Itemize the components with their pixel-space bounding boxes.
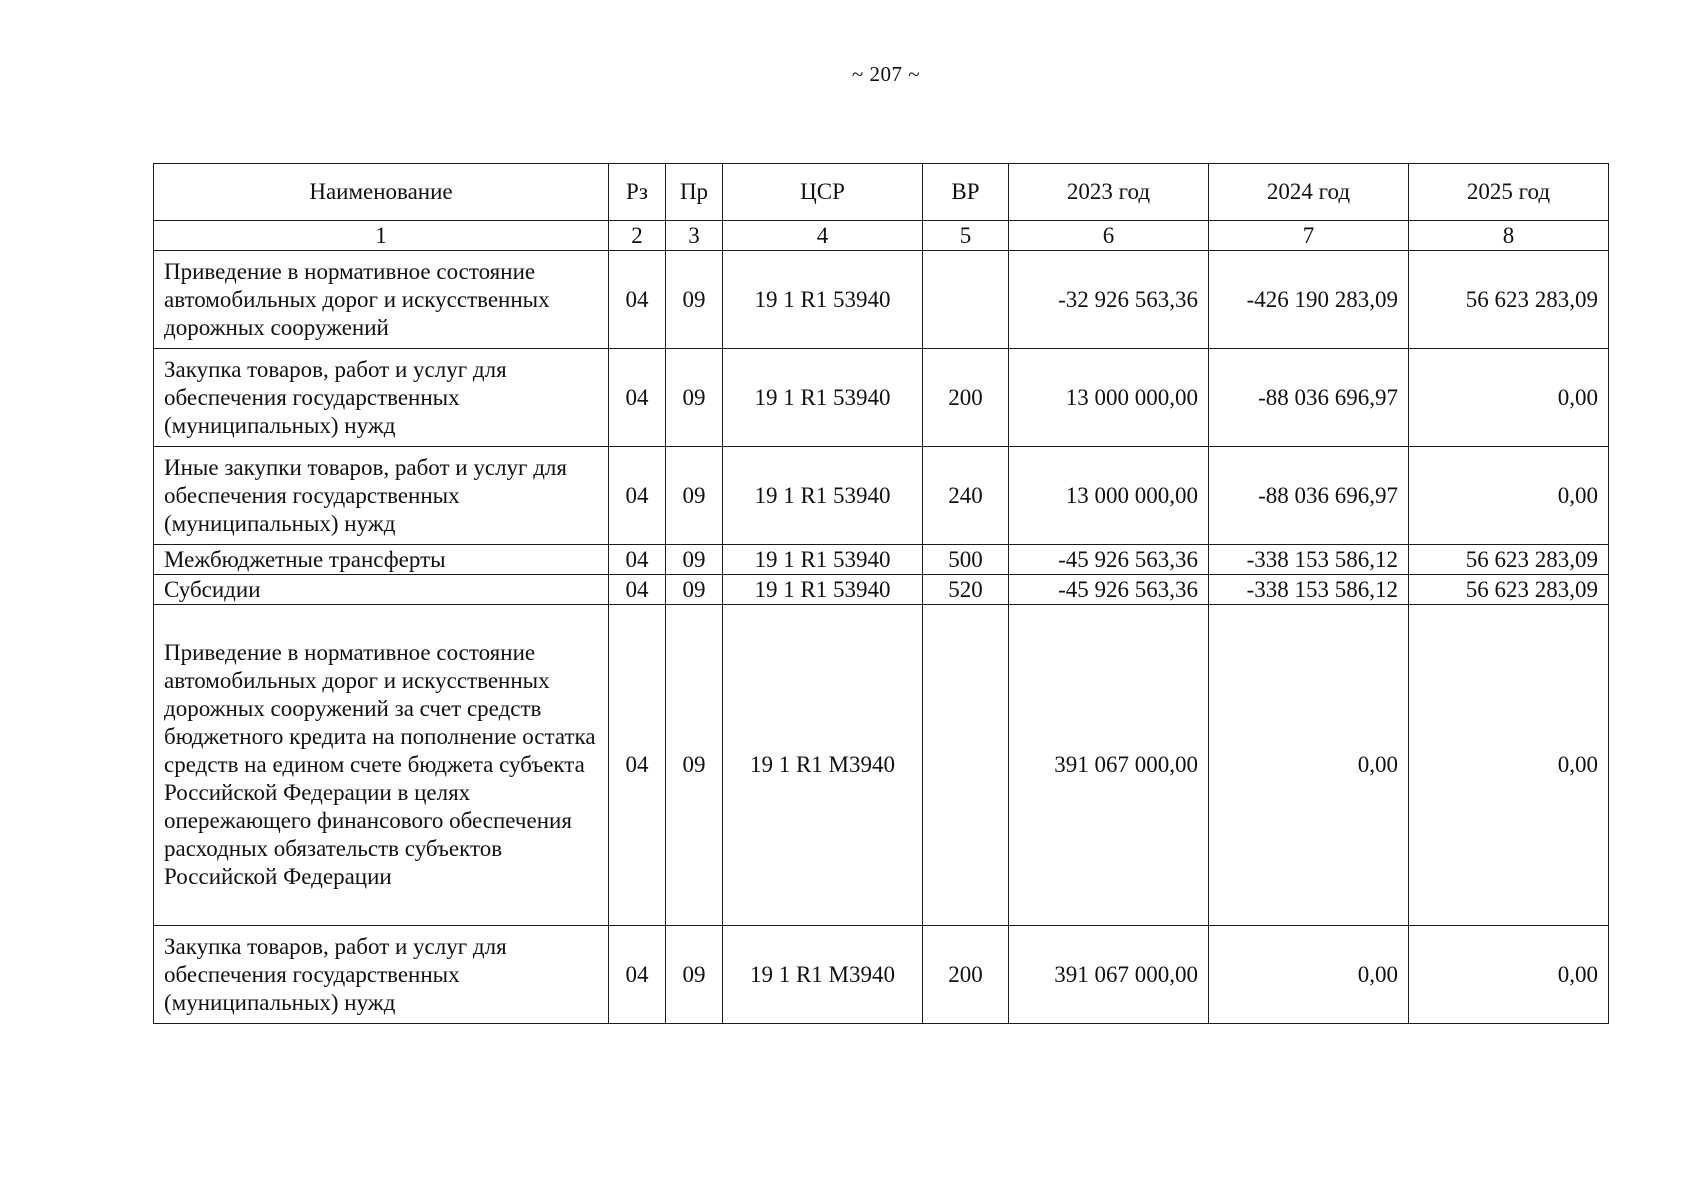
row-2025: 0,00 xyxy=(1409,926,1609,1024)
row-pr: 09 xyxy=(666,251,723,349)
row-2024: -88 036 696,97 xyxy=(1209,349,1409,447)
row-name: Закупка товаров, работ и услуг для обеспечения государственных (муниципальных) нужд xyxy=(154,926,609,1024)
row-name: Приведение в нормативное состояние автомобильных дорог и искусственных дорожных сооружений за счет средств бюджетного кредита на пополнение остатка средств на едином счете бюджета субъекта Российской Федерации в целях опережающего финансового обеспечения расходных обязательств субъектов Российской Федерации xyxy=(154,605,609,926)
table-row xyxy=(154,349,1609,447)
row-2023: -32 926 563,36 xyxy=(1009,251,1209,349)
table-row xyxy=(154,545,1609,575)
column-number: 4 xyxy=(723,221,923,251)
row-2024: 0,00 xyxy=(1209,605,1409,926)
header-pr: Пр xyxy=(666,164,723,221)
row-rz: 04 xyxy=(609,349,666,447)
row-pr: 09 xyxy=(666,349,723,447)
row-name: Закупка товаров, работ и услуг для обеспечения государственных (муниципальных) нужд xyxy=(154,349,609,447)
row-pr: 09 xyxy=(666,605,723,926)
row-vr: 200 xyxy=(923,349,1009,447)
header-row xyxy=(154,164,1609,221)
row-2025: 56 623 283,09 xyxy=(1409,545,1609,575)
row-pr: 09 xyxy=(666,545,723,575)
row-csr: 19 1 R1 M3940 xyxy=(723,926,923,1024)
row-2024: -88 036 696,97 xyxy=(1209,447,1409,545)
column-number: 8 xyxy=(1409,221,1609,251)
row-name: Субсидии xyxy=(154,575,609,605)
row-rz: 04 xyxy=(609,447,666,545)
row-rz: 04 xyxy=(609,545,666,575)
row-2023: 391 067 000,00 xyxy=(1009,605,1209,926)
column-number-row xyxy=(154,221,1609,251)
table-row xyxy=(154,251,1609,349)
row-rz: 04 xyxy=(609,251,666,349)
column-number: 1 xyxy=(154,221,609,251)
row-2025: 56 623 283,09 xyxy=(1409,575,1609,605)
row-2025: 0,00 xyxy=(1409,349,1609,447)
row-rz: 04 xyxy=(609,575,666,605)
row-2023: 13 000 000,00 xyxy=(1009,349,1209,447)
header-csr: ЦСР xyxy=(723,164,923,221)
header-vr: ВР xyxy=(923,164,1009,221)
row-vr: 520 xyxy=(923,575,1009,605)
row-2025: 0,00 xyxy=(1409,447,1609,545)
header-rz: Рз xyxy=(609,164,666,221)
row-csr: 19 1 R1 53940 xyxy=(723,349,923,447)
row-2025: 56 623 283,09 xyxy=(1409,251,1609,349)
row-2024: -338 153 586,12 xyxy=(1209,575,1409,605)
row-2023: -45 926 563,36 xyxy=(1009,545,1209,575)
row-2023: -45 926 563,36 xyxy=(1009,575,1209,605)
row-pr: 09 xyxy=(666,575,723,605)
row-vr: 200 xyxy=(923,926,1009,1024)
row-csr: 19 1 R1 53940 xyxy=(723,545,923,575)
row-name: Межбюджетные трансферты xyxy=(154,545,609,575)
row-2023: 391 067 000,00 xyxy=(1009,926,1209,1024)
header-name: Наименование xyxy=(154,164,609,221)
row-csr: 19 1 R1 M3940 xyxy=(723,605,923,926)
table-row xyxy=(154,605,1609,926)
header-2023: 2023 год xyxy=(1009,164,1209,221)
row-vr: 500 xyxy=(923,545,1009,575)
row-name: Приведение в нормативное состояние автомобильных дорог и искусственных дорожных сооружений xyxy=(154,251,609,349)
table-row xyxy=(154,926,1609,1024)
row-rz: 04 xyxy=(609,926,666,1024)
header-2024: 2024 год xyxy=(1209,164,1409,221)
row-csr: 19 1 R1 53940 xyxy=(723,575,923,605)
budget-table xyxy=(153,163,1609,1024)
row-rz: 04 xyxy=(609,605,666,926)
row-2024: -426 190 283,09 xyxy=(1209,251,1409,349)
row-name: Иные закупки товаров, работ и услуг для обеспечения государственных (муниципальных) нужд xyxy=(154,447,609,545)
column-number: 6 xyxy=(1009,221,1209,251)
row-csr: 19 1 R1 53940 xyxy=(723,447,923,545)
header-2025: 2025 год xyxy=(1409,164,1609,221)
row-vr xyxy=(923,605,1009,926)
row-vr: 240 xyxy=(923,447,1009,545)
page-number: ~ 207 ~ xyxy=(851,62,921,86)
row-2024: 0,00 xyxy=(1209,926,1409,1024)
table-row xyxy=(154,575,1609,605)
row-vr xyxy=(923,251,1009,349)
row-2025: 0,00 xyxy=(1409,605,1609,926)
row-pr: 09 xyxy=(666,926,723,1024)
column-number: 2 xyxy=(609,221,666,251)
row-csr: 19 1 R1 53940 xyxy=(723,251,923,349)
column-number: 5 xyxy=(923,221,1009,251)
row-pr: 09 xyxy=(666,447,723,545)
column-number: 7 xyxy=(1209,221,1409,251)
row-2024: -338 153 586,12 xyxy=(1209,545,1409,575)
table-row xyxy=(154,447,1609,545)
column-number: 3 xyxy=(666,221,723,251)
row-2023: 13 000 000,00 xyxy=(1009,447,1209,545)
